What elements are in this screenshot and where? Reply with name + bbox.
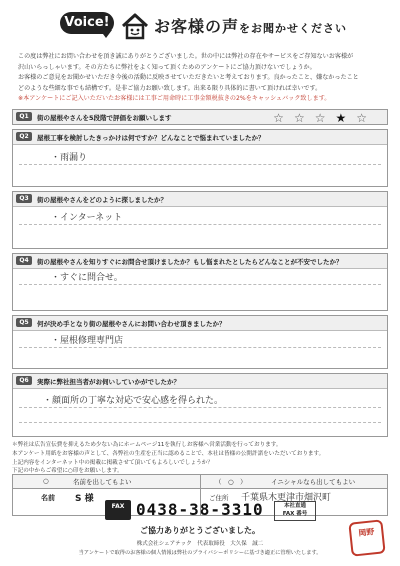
thanks-text: ご協力ありがとうございました。 (140, 526, 260, 535)
question-header (13, 192, 387, 207)
question-number: Q4 (16, 256, 32, 265)
title-main: お客様の声 (154, 17, 240, 36)
question-q2 (12, 129, 388, 187)
question-number: Q5 (16, 318, 32, 327)
stamp-text: 岡野 (357, 526, 375, 538)
name-label: 名前 (41, 494, 55, 502)
question-header (13, 374, 387, 389)
company-text: 株式会社シェアテック 代表取締役 大久保 誠二 (136, 541, 264, 547)
answer-text: ・雨漏り (51, 153, 88, 163)
seal-stamp (348, 519, 385, 556)
star-icon[interactable]: ☆ (293, 111, 315, 125)
page-title (154, 14, 347, 37)
star-icon[interactable]: ☆ (356, 111, 377, 125)
question-q5 (12, 315, 388, 369)
question-text: 街の屋根やさんをどのように探しましたか？ (37, 196, 167, 204)
note-line: 下記の中からご希望に○印をお願いします。 (12, 468, 123, 475)
publication-note (12, 441, 388, 476)
voice-badge: Voice! (60, 12, 114, 34)
answer-line (19, 347, 381, 348)
answer-line (19, 407, 381, 408)
question-text: 何が決め手となり街の屋根やさんにお問い合わせ頂きましたか？ (37, 320, 226, 328)
intro-text (12, 52, 388, 105)
question-header (13, 254, 387, 269)
fax-tag-line: FAX 番号 (282, 511, 308, 517)
answer-text: ・インターネット (51, 213, 123, 223)
intro-line: どのような些細な事でも結構です。是非ご協力お願い致します。出来る限り具体的に書いて頂ければ幸いです。 (18, 84, 322, 92)
intro-line: この度は弊社にお問い合わせを頂き誠にありがとうございました。世の中には弊社の存在やサービスをご存知ないお客様が (18, 53, 354, 60)
address-label: ご住所 (209, 494, 229, 502)
consent-option-name[interactable]: 名前を出してもよい (73, 478, 132, 486)
question-text: 街の屋根やさんを知りすぐにお問合せ頂けましたか？もし悩まれたとしたらどんなことが不安でしたか？ (37, 258, 343, 266)
question-number: Q2 (16, 132, 32, 141)
fax-tag-line: 本社直通 (283, 503, 306, 509)
answer-text: ・屋根修理専門店 (51, 336, 124, 346)
question-text: 屋根工事を検討したきっかけは何ですか？どんなことで悩まれていましたか？ (37, 134, 265, 142)
house-icon (120, 12, 150, 40)
question-q6 (12, 373, 388, 437)
consent-mark[interactable]: （ ○ ） (215, 478, 247, 486)
fax-section (12, 500, 386, 522)
title-sub: をお聞かせください (239, 22, 348, 35)
question-q4 (12, 253, 388, 311)
fax-icon: FAX (105, 500, 131, 520)
star-icon[interactable]: ☆ (273, 111, 294, 125)
fax-number: 0438-38-3310 (136, 500, 264, 519)
answer-line (19, 224, 381, 225)
answer-text: ・顔面所の丁寧な対応で安心感を得られた。 (43, 396, 224, 406)
answer-text: ・すぐに問合せ。 (51, 273, 123, 283)
question-header (13, 110, 387, 124)
answer-line (19, 164, 381, 165)
question-header (13, 316, 387, 331)
question-number: Q3 (16, 194, 32, 203)
rating-stars[interactable] (273, 111, 377, 125)
privacy-text: 当アンケートで取得のお客様の個人情報は弊社のプライバシーポリシーに基づき適正に管理いたします。 (78, 550, 322, 556)
question-text: 実際に弊社担当者がお伺いしていかがでしたか？ (37, 378, 180, 386)
name-value: S 様 (75, 494, 94, 504)
consent-option-initial[interactable]: イニシャルなら出してもよい (271, 478, 356, 486)
answer-line (19, 284, 381, 285)
fax-tag (274, 501, 316, 521)
star-filled-icon[interactable]: ★ (335, 111, 357, 125)
note-line: ＊弊社は広告宣伝費を抑えるため少ない為にホームページ11を執行しお客様へ営業活動を行っております。 (12, 442, 282, 448)
question-number: Q1 (16, 112, 32, 121)
note-line: 本アンケート用紙をお客様の声として、各弊社の生産を正当に認めることで、本社は皆様の公開許諾をいただいております。 (12, 450, 325, 457)
note-line: 上記内容をインターネット中の掲載に掲載させて頂いてもよろしいでしょうか？ (12, 459, 213, 466)
answer-line (19, 422, 381, 423)
speech-tail-icon (100, 30, 112, 38)
question-q1 (12, 109, 388, 125)
intro-note: ※本アンケートにご記入いただいたお客様には工事ご用命時に工事金額税抜きの2%をキャッシュバック致します。 (18, 95, 331, 103)
consent-mark[interactable]: ○ (43, 477, 49, 485)
question-text: 街の屋根やさんを5段階で評価をお願いします (37, 114, 172, 122)
intro-line: 沢山いらっしゃいます。その方たちに弊社をよく知って頂くためのアンケートにご協力頂けないでしょうか。 (18, 63, 316, 71)
question-q3 (12, 191, 388, 249)
star-icon[interactable]: ☆ (314, 111, 336, 125)
intro-line: お客様のご意見をお聞かせいただき今後の活動に反映させていただきたいと考えております。良かったこと、嫌なかったこと (18, 74, 359, 82)
question-header (13, 130, 387, 145)
address-value: 千葉県木更津市畑沢町 (241, 493, 332, 503)
header (60, 6, 360, 46)
question-number: Q6 (16, 376, 32, 385)
